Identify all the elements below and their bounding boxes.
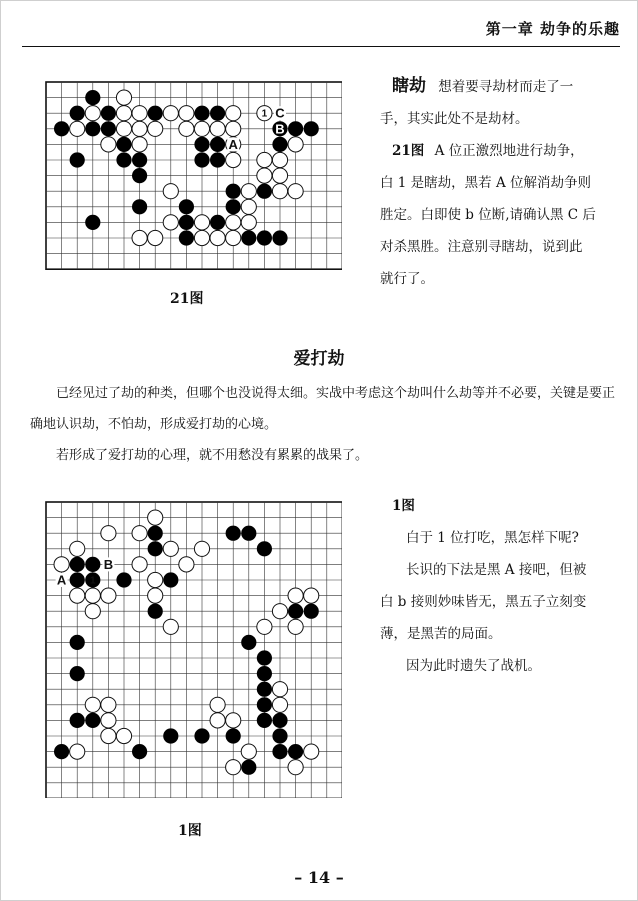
fig21-line [392, 135, 620, 167]
white-stone [288, 619, 303, 634]
black-stone [288, 604, 303, 619]
black-stone [179, 230, 194, 245]
stone-label: A [56, 572, 67, 588]
white-stone [132, 557, 147, 572]
white-stone [272, 168, 287, 183]
white-stone [85, 588, 100, 603]
black-stone [148, 541, 163, 556]
white-stone [210, 121, 225, 136]
black-stone [163, 572, 178, 587]
black-stone [85, 713, 100, 728]
black-stone [226, 199, 241, 214]
white-stone [194, 230, 209, 245]
white-stone [272, 152, 287, 167]
board-1-caption: 1图 [178, 823, 202, 839]
bottom-p2-line2: 白 b 接则妙味皆无，黑五子立刻变 [380, 594, 587, 610]
black-stone [257, 230, 272, 245]
black-stone [241, 635, 256, 650]
white-stone [163, 215, 178, 230]
black-stone [163, 728, 178, 743]
white-stone [101, 137, 116, 152]
bottom-p2-line1: 长识的下法是黑 A 接吧，但被 [406, 562, 587, 578]
para-line-5: 就行了。 [380, 271, 434, 287]
fig-1-label: 1图 [392, 498, 415, 514]
black-stone [132, 744, 147, 759]
black-stone [226, 526, 241, 541]
black-stone [54, 744, 69, 759]
white-stone [148, 510, 163, 525]
white-stone [132, 121, 147, 136]
board-21-caption: 21图 [170, 291, 204, 307]
white-stone [70, 588, 85, 603]
go-board-21 [44, 80, 342, 270]
white-stone [163, 541, 178, 556]
black-stone [257, 682, 272, 697]
stone-label: C [275, 105, 285, 121]
black-stone [272, 744, 287, 759]
black-stone [148, 526, 163, 541]
white-stone [304, 744, 319, 759]
white-stone [272, 604, 287, 619]
white-stone [132, 526, 147, 541]
white-stone [116, 90, 131, 105]
black-stone [257, 713, 272, 728]
white-stone [241, 215, 256, 230]
white-stone [210, 230, 225, 245]
white-stone [85, 604, 100, 619]
white-stone [210, 713, 225, 728]
black-stone [272, 728, 287, 743]
white-stone [304, 588, 319, 603]
black-stone [257, 650, 272, 665]
white-stone [148, 588, 163, 603]
white-stone [241, 199, 256, 214]
black-stone [288, 121, 303, 136]
white-stone [54, 557, 69, 572]
black-stone [210, 106, 225, 121]
white-stone [288, 184, 303, 199]
white-stone [148, 572, 163, 587]
white-stone [85, 106, 100, 121]
black-stone [288, 744, 303, 759]
black-stone [70, 572, 85, 587]
para-line-2: 白 1 是瞎劫，黑若 A 位解消劫争则 [380, 175, 592, 191]
black-stone [226, 728, 241, 743]
para-line-4: 对杀黑胜。注意别寻瞎劫，说到此 [380, 239, 583, 255]
black-stone [132, 168, 147, 183]
intro-line-2: 手，其实此处不是劫材。 [380, 111, 529, 127]
go-board-21-svg [44, 80, 342, 270]
white-stone [132, 106, 147, 121]
black-stone [304, 604, 319, 619]
black-stone [241, 760, 256, 775]
white-stone [116, 121, 131, 136]
black-stone [101, 121, 116, 136]
white-stone [163, 106, 178, 121]
black-stone [257, 697, 272, 712]
black-stone [101, 106, 116, 121]
white-stone [70, 541, 85, 556]
black-stone [257, 541, 272, 556]
white-stone [132, 137, 147, 152]
section-title: 爱打劫 [293, 349, 345, 369]
black-stone [304, 121, 319, 136]
body-text [30, 378, 615, 471]
black-stone [179, 199, 194, 214]
black-stone [210, 137, 225, 152]
black-stone [116, 572, 131, 587]
white-stone [101, 697, 116, 712]
white-stone [226, 152, 241, 167]
white-stone [226, 106, 241, 121]
black-stone [272, 137, 287, 152]
black-stone [257, 666, 272, 681]
black-stone [194, 137, 209, 152]
stone-label: A [228, 136, 238, 152]
white-stone [101, 526, 116, 541]
white-stone [226, 121, 241, 136]
black-stone [241, 230, 256, 245]
white-stone [226, 215, 241, 230]
white-stone [288, 760, 303, 775]
stone-label: B [103, 556, 114, 572]
go-board-1-svg [44, 500, 342, 798]
black-stone [210, 215, 225, 230]
white-stone [272, 697, 287, 712]
white-stone [179, 557, 194, 572]
white-stone [116, 728, 131, 743]
white-stone [116, 106, 131, 121]
black-stone [116, 137, 131, 152]
white-stone [101, 588, 116, 603]
white-stone [179, 121, 194, 136]
bottom-text-block [380, 490, 620, 682]
white-stone [194, 121, 209, 136]
stone-label: B [275, 121, 285, 137]
stone-label: 1 [90, 575, 96, 587]
white-stone [194, 215, 209, 230]
go-board-1 [44, 500, 342, 798]
white-stone [179, 106, 194, 121]
white-stone [70, 744, 85, 759]
black-stone [272, 713, 287, 728]
white-stone [226, 713, 241, 728]
black-stone [85, 215, 100, 230]
black-stone [194, 728, 209, 743]
white-stone [163, 184, 178, 199]
blind-ko-heading: 瞎劫 [392, 76, 426, 96]
black-stone [70, 713, 85, 728]
white-stone [226, 230, 241, 245]
bottom-p1: 白于 1 位打吃，黑怎样下呢? [406, 530, 579, 546]
header-rule [22, 46, 620, 47]
heading-line [392, 70, 620, 103]
para-line-1: A 位正激烈地进行劫争， [434, 143, 584, 159]
black-stone [179, 215, 194, 230]
fig-21-label: 21图 [392, 143, 425, 159]
white-stone [163, 619, 178, 634]
white-stone [132, 230, 147, 245]
white-stone [241, 744, 256, 759]
white-stone [241, 184, 256, 199]
white-stone [194, 541, 209, 556]
black-stone [70, 635, 85, 650]
white-stone [148, 121, 163, 136]
black-stone [132, 152, 147, 167]
black-stone [148, 604, 163, 619]
body-paragraph-2: 若形成了爱打劫的心理，就不用愁没有累累的战果了。 [56, 448, 369, 463]
black-stone [194, 106, 209, 121]
stone-label: 1 [261, 108, 268, 120]
white-stone [257, 619, 272, 634]
white-stone [70, 121, 85, 136]
black-stone [70, 106, 85, 121]
intro-line-1: 想着要寻劫材而走了一 [438, 79, 574, 95]
para-line-3: 胜定。白即使 b 位断,请确认黑 C 后 [380, 207, 596, 223]
black-stone [241, 526, 256, 541]
black-stone [148, 106, 163, 121]
black-stone [226, 184, 241, 199]
white-stone [148, 230, 163, 245]
chapter-header: 第一章 劫争的乐趣 [485, 20, 620, 38]
black-stone [85, 557, 100, 572]
bottom-p3: 因为此时遗失了战机。 [406, 658, 541, 674]
bottom-p2-line3: 薄，是黑苦的局面。 [380, 626, 502, 642]
black-stone [85, 90, 100, 105]
black-stone [70, 152, 85, 167]
white-stone [85, 697, 100, 712]
white-stone [272, 184, 287, 199]
white-stone [101, 713, 116, 728]
top-text-block [380, 70, 620, 295]
white-stone [288, 137, 303, 152]
white-stone [257, 152, 272, 167]
white-stone [288, 588, 303, 603]
white-stone [101, 728, 116, 743]
black-stone [116, 152, 131, 167]
white-stone [257, 168, 272, 183]
black-stone [257, 184, 272, 199]
black-stone [85, 121, 100, 136]
black-stone [272, 230, 287, 245]
black-stone [54, 121, 69, 136]
black-stone [194, 152, 209, 167]
black-stone [132, 199, 147, 214]
white-stone [226, 760, 241, 775]
black-stone [70, 666, 85, 681]
body-paragraph-1: 已经见过了劫的种类，但哪个也没说得太细。实战中考虑这个劫叫什么劫等并不必要，关键是要正确地认识劫，不怕劫，形成爱打劫的心境。 [30, 386, 616, 432]
white-stone [210, 697, 225, 712]
black-stone [210, 152, 225, 167]
page-number: – 14 – [294, 868, 344, 887]
white-stone [272, 682, 287, 697]
black-stone [70, 557, 85, 572]
